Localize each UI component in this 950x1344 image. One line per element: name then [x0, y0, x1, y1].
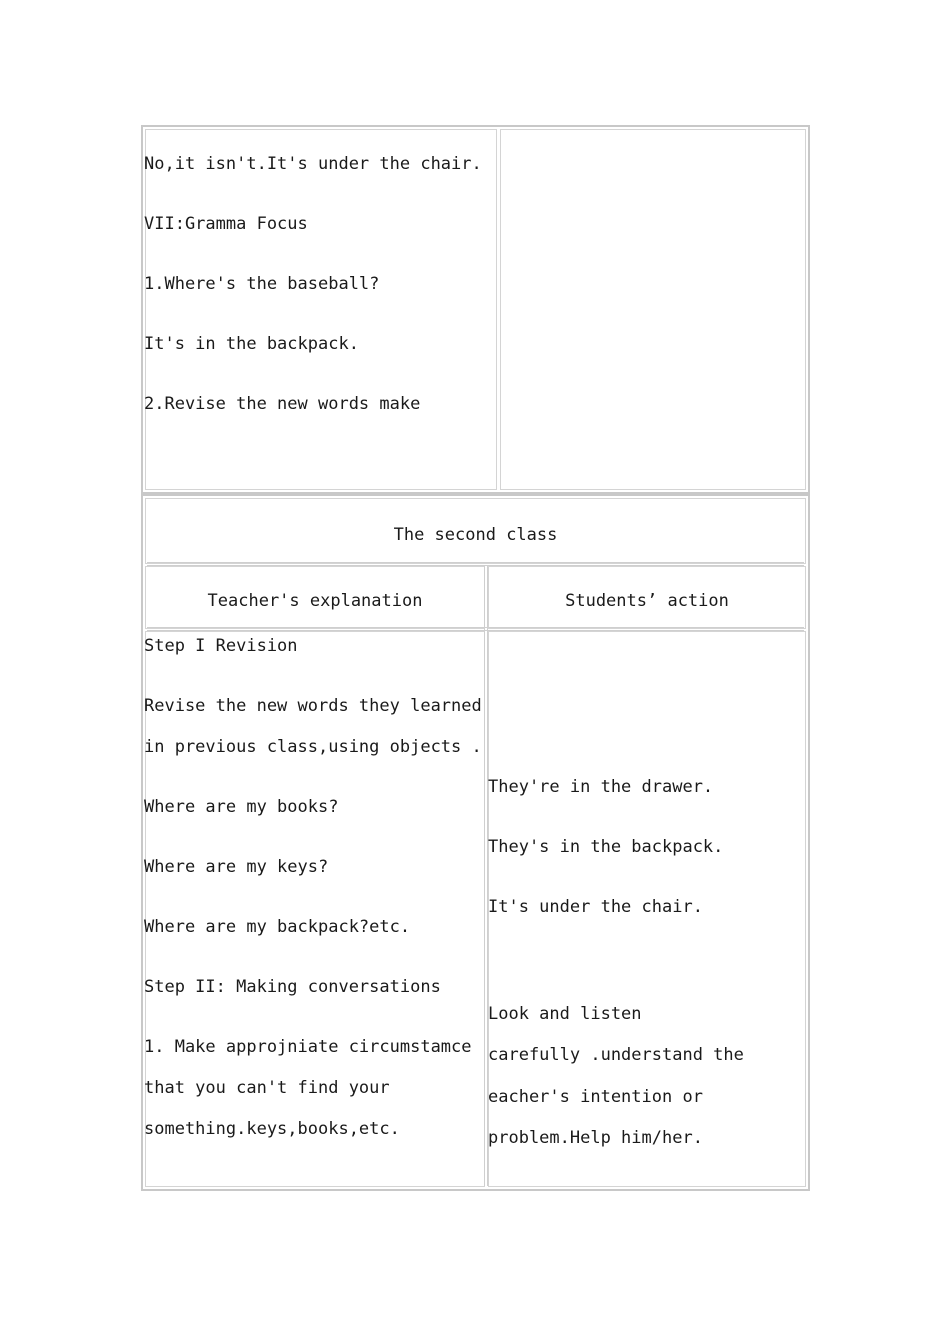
question-backpack: Where are my backpack?etc. — [144, 917, 411, 937]
header-teacher-explanation: Teacher's explanation — [207, 591, 423, 611]
answer-chair: It's under the chair. — [488, 897, 703, 917]
table-2-title: The second class — [393, 525, 558, 545]
step-1-title: Step I Revision — [144, 636, 298, 656]
step-2-title: Step II: Making conversations — [144, 977, 441, 997]
table-1-line-2: VII:Gramma Focus — [144, 214, 308, 234]
answer-backpack: They's in the backpack. — [488, 837, 724, 857]
table-1-line-4: It's in the backpack. — [144, 334, 359, 354]
step-2-line-3: something.keys,books,etc. — [144, 1119, 400, 1139]
student-action-line-1: Look and listen — [488, 1004, 642, 1024]
step-2-line-2: that you can't find your — [144, 1078, 390, 1098]
table-1-right-cell — [500, 129, 806, 490]
step-1-line-2: in previous class,using objects . — [144, 737, 482, 757]
student-action-line-3: eacher's intention or — [488, 1087, 703, 1107]
table-1-line-5: 2.Revise the new words make — [144, 394, 421, 414]
table-1-left-cell — [145, 129, 497, 490]
student-action-line-4: problem.Help him/her. — [488, 1128, 703, 1148]
question-keys: Where are my keys? — [144, 857, 329, 877]
table-1-line-1: No,it isn't.It's under the chair. — [144, 154, 482, 174]
answer-drawer: They're in the drawer. — [488, 777, 714, 797]
question-books: Where are my books? — [144, 797, 339, 817]
header-students-action: Students’ action — [565, 591, 729, 611]
step-1-line-1: Revise the new words they learned — [144, 696, 482, 716]
step-2-line-1: 1. Make approjniate circumstamce — [144, 1037, 472, 1057]
table-1-line-3: 1.Where's the baseball? — [144, 274, 380, 294]
student-action-line-2: carefully .understand the — [488, 1045, 744, 1065]
